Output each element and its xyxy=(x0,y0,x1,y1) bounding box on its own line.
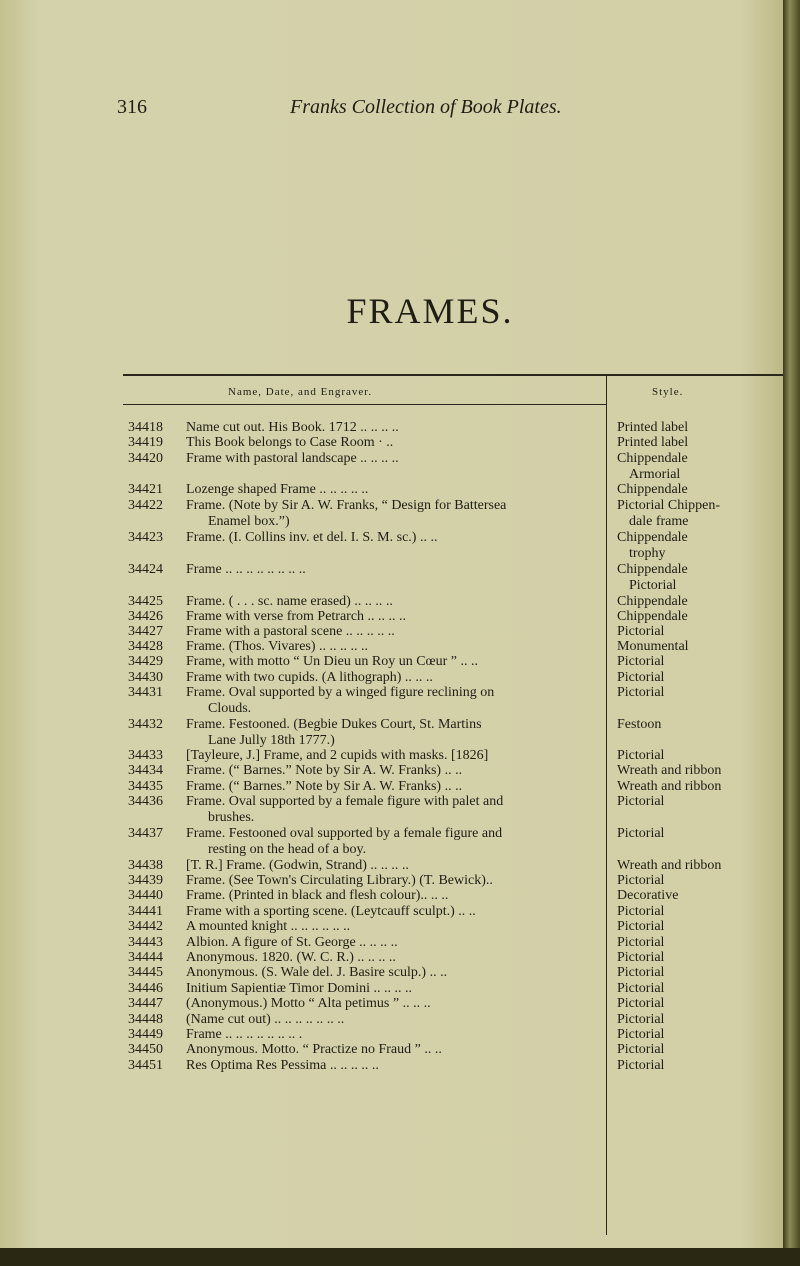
entry-description xyxy=(186,1027,598,1043)
entry-description xyxy=(186,873,598,889)
entry-number: 34429 xyxy=(128,654,163,669)
entry-style xyxy=(617,420,777,436)
list-item xyxy=(0,981,783,997)
entry-style-line: Monumental xyxy=(617,639,689,654)
entry-description-line: Frame, with motto “ Un Dieu un Roy un Cœur ” .. .. xyxy=(186,654,479,669)
entry-description-line: Frame .. .. .. .. .. .. .. .. xyxy=(186,562,306,577)
entry-description-line: Anonymous. Motto. “ Practize no Fraud ” .. .. xyxy=(186,1042,442,1057)
entry-style xyxy=(617,888,777,904)
entry-number: 34432 xyxy=(128,717,163,732)
entry-style xyxy=(617,1042,777,1058)
entry-style xyxy=(617,763,777,779)
entry-number: 34451 xyxy=(128,1058,163,1073)
list-item xyxy=(0,763,783,779)
entry-style-line: dale frame xyxy=(629,514,689,529)
entry-number: 34438 xyxy=(128,858,163,873)
entry-style-line: trophy xyxy=(629,546,666,561)
entry-style-line: Pictorial xyxy=(617,748,665,763)
entry-description xyxy=(186,965,598,981)
entry-style xyxy=(617,530,777,562)
entry-description xyxy=(186,530,598,546)
list-item xyxy=(0,904,783,920)
entry-description-line: Frame. (Thos. Vivares) .. .. .. .. .. xyxy=(186,639,369,654)
page-edge-right xyxy=(783,0,800,1266)
entry-description xyxy=(186,624,598,640)
entry-style xyxy=(617,594,777,610)
entry-description-line: Frame .. .. .. .. .. .. .. . xyxy=(186,1027,303,1042)
entry-description xyxy=(186,748,598,764)
entry-description xyxy=(186,639,598,655)
list-item xyxy=(0,609,783,625)
entry-number: 34427 xyxy=(128,624,163,639)
entry-style-line: Pictorial xyxy=(617,996,665,1011)
entry-description-line: brushes. xyxy=(208,810,255,825)
list-item xyxy=(0,950,783,966)
entry-description xyxy=(186,498,598,530)
entry-style-line: Pictorial xyxy=(617,873,665,888)
running-head xyxy=(0,96,783,126)
entry-style-line: Printed label xyxy=(617,435,689,450)
entry-style-line: Pictorial xyxy=(617,935,665,950)
entry-style xyxy=(617,826,777,842)
entry-style-line: Chippendale xyxy=(617,451,688,466)
entry-style-line: Pictorial xyxy=(617,1058,665,1073)
entry-style-line: Pictorial xyxy=(617,624,665,639)
entry-description-line: Frame. Festooned oval supported by a female figure and xyxy=(186,826,503,841)
list-item xyxy=(0,873,783,889)
entry-description-line: Frame with a sporting scene. (Leytcauff sculpt.) .. .. xyxy=(186,904,476,919)
entry-style-line: Chippendale xyxy=(617,594,688,609)
entry-style xyxy=(617,1027,777,1043)
entry-style-line: Pictorial Chippen- xyxy=(617,498,721,513)
entry-description-line: Anonymous. 1820. (W. C. R.) .. .. .. .. xyxy=(186,950,396,965)
entry-style-line: Pictorial xyxy=(617,981,665,996)
entry-number: 34418 xyxy=(128,420,163,435)
entry-style xyxy=(617,654,777,670)
entry-style-line: Pictorial xyxy=(617,794,665,809)
entry-description xyxy=(186,594,598,610)
entry-style-line: Chippendale xyxy=(617,562,688,577)
entry-style-line: Wreath and ribbon xyxy=(617,858,722,873)
entry-description xyxy=(186,981,598,997)
list-item xyxy=(0,888,783,904)
entry-description-line: Frame. Oval supported by a female figure with palet and xyxy=(186,794,504,809)
entry-description xyxy=(186,435,598,451)
entry-number: 34439 xyxy=(128,873,163,888)
entry-description xyxy=(186,420,598,436)
entry-style xyxy=(617,996,777,1012)
entry-style-line: Pictorial xyxy=(617,670,665,685)
entry-style xyxy=(617,981,777,997)
list-item xyxy=(0,779,783,795)
running-title: Franks Collection of Book Plates. xyxy=(290,96,562,118)
entry-description xyxy=(186,670,598,686)
entry-style-line: Chippendale xyxy=(617,482,688,497)
list-item xyxy=(0,794,783,825)
entry-description-line: Albion. A figure of St. George .. .. .. .. xyxy=(186,935,398,950)
section-title: FRAMES. xyxy=(346,291,514,331)
list-item xyxy=(0,451,783,482)
entry-number: 34428 xyxy=(128,639,163,654)
entry-description-line: Lane Jully 18th 1777.) xyxy=(208,733,335,748)
entry-description xyxy=(186,935,598,951)
entry-style xyxy=(617,965,777,981)
entry-description-line: Frame. (Printed in black and flesh colour).. .. .. xyxy=(186,888,449,903)
entry-style xyxy=(617,482,777,498)
entry-style-line: Chippendale xyxy=(617,609,688,624)
entry-style xyxy=(617,435,777,451)
entry-style xyxy=(617,794,777,810)
entry-style xyxy=(617,624,777,640)
entry-style xyxy=(617,451,777,483)
entry-style-line: Wreath and ribbon xyxy=(617,763,722,778)
entry-description-line: [T. R.] Frame. (Godwin, Strand) .. .. .. .. xyxy=(186,858,409,873)
list-item xyxy=(0,965,783,981)
entry-style-line: Pictorial xyxy=(617,826,665,841)
page-number: 316 xyxy=(117,96,147,118)
entry-style xyxy=(617,858,777,874)
entry-style-line: Pictorial xyxy=(617,1042,665,1057)
entry-style xyxy=(617,562,777,594)
entry-number: 34419 xyxy=(128,435,163,450)
list-item xyxy=(0,685,783,716)
entry-style xyxy=(617,873,777,889)
entry-description-line: Name cut out. His Book. 1712 .. .. .. .. xyxy=(186,420,399,435)
entry-style-line: Armorial xyxy=(629,467,681,482)
entry-number: 34449 xyxy=(128,1027,163,1042)
entry-description xyxy=(186,562,598,578)
entry-number: 34431 xyxy=(128,685,163,700)
entry-style-line: Pictorial xyxy=(617,1012,665,1027)
entry-style xyxy=(617,609,777,625)
list-item xyxy=(0,1042,783,1058)
entry-description-line: resting on the head of a boy. xyxy=(208,842,367,857)
list-item xyxy=(0,654,783,670)
entry-number: 34440 xyxy=(128,888,163,903)
entry-description-line: Frame. Festooned. (Begbie Dukes Court, St. Martins xyxy=(186,717,482,732)
entry-style xyxy=(617,1058,777,1074)
entry-description-line: Frame. (“ Barnes.” Note by Sir A. W. Franks) .. .. xyxy=(186,763,463,778)
entry-style-line: Pictorial xyxy=(617,904,665,919)
entry-description-line: Frame with pastoral landscape .. .. .. .. xyxy=(186,451,399,466)
list-item xyxy=(0,717,783,748)
entry-description-line: Frame. (I. Collins inv. et del. I. S. M. sc.) .. .. xyxy=(186,530,438,545)
entry-description-line: Frame. (Note by Sir A. W. Franks, “ Design for Battersea xyxy=(186,498,507,513)
list-item xyxy=(0,1058,783,1074)
entry-number: 34434 xyxy=(128,763,163,778)
entry-style-line: Pictorial xyxy=(617,685,665,700)
entry-description-line: Frame with verse from Petrarch .. .. .. .. xyxy=(186,609,407,624)
entry-number: 34435 xyxy=(128,779,163,794)
entry-description xyxy=(186,950,598,966)
entry-description-line: Res Optima Res Pessima .. .. .. .. .. xyxy=(186,1058,379,1073)
entry-description-line: Anonymous. (S. Wale del. J. Basire sculp.) .. .. xyxy=(186,965,448,980)
list-item xyxy=(0,858,783,874)
entry-style xyxy=(617,904,777,920)
entry-description-line: (Name cut out) .. .. .. .. .. .. .. xyxy=(186,1012,345,1027)
entry-description-line: Frame. (“ Barnes.” Note by Sir A. W. Franks) .. .. xyxy=(186,779,463,794)
list-item xyxy=(0,624,783,640)
entry-number: 34425 xyxy=(128,594,163,609)
entry-description xyxy=(186,904,598,920)
entry-description xyxy=(186,1012,598,1028)
entry-style xyxy=(617,498,777,530)
entry-description-line: Frame. Oval supported by a winged figure reclining on xyxy=(186,685,495,700)
entry-number: 34446 xyxy=(128,981,163,996)
entry-style xyxy=(617,639,777,655)
entry-description-line: Lozenge shaped Frame .. .. .. .. .. xyxy=(186,482,369,497)
entry-style xyxy=(617,717,777,733)
entry-style-line: Pictorial xyxy=(629,578,677,593)
entry-description xyxy=(186,482,598,498)
header-rule xyxy=(123,404,606,405)
list-item xyxy=(0,435,783,451)
entry-style xyxy=(617,779,777,795)
list-item xyxy=(0,594,783,610)
entry-description xyxy=(186,919,598,935)
entry-style xyxy=(617,685,777,701)
list-item xyxy=(0,1027,783,1043)
list-item xyxy=(0,670,783,686)
list-item xyxy=(0,748,783,764)
entry-number: 34423 xyxy=(128,530,163,545)
entry-description xyxy=(186,1058,598,1074)
list-item xyxy=(0,935,783,951)
entry-description-line: A mounted knight .. .. .. .. .. .. xyxy=(186,919,351,934)
entry-description xyxy=(186,685,598,717)
entry-style xyxy=(617,670,777,686)
entry-description-line: Enamel box.”) xyxy=(208,514,290,529)
entry-style xyxy=(617,919,777,935)
list-item xyxy=(0,420,783,436)
list-item xyxy=(0,919,783,935)
entry-number: 34444 xyxy=(128,950,163,965)
entry-style-line: Decorative xyxy=(617,888,679,903)
entry-style xyxy=(617,748,777,764)
column-header-name: Name, Date, and Engraver. xyxy=(228,386,373,398)
entry-style-line: Pictorial xyxy=(617,1027,665,1042)
entry-description xyxy=(186,996,598,1012)
entry-description xyxy=(186,794,598,826)
entry-number: 34433 xyxy=(128,748,163,763)
entry-description-line: Frame with two cupids. (A lithograph) .. .. .. xyxy=(186,670,433,685)
entry-description-line: Frame. ( . . . sc. name erased) .. .. .. .. xyxy=(186,594,393,609)
list-item xyxy=(0,1012,783,1028)
entry-description-line: Clouds. xyxy=(208,701,252,716)
list-item xyxy=(0,482,783,498)
entry-description-line: [Tayleure, J.] Frame, and 2 cupids with masks. [1826] xyxy=(186,748,489,763)
entry-description xyxy=(186,858,598,874)
entry-number: 34445 xyxy=(128,965,163,980)
entry-style-line: Pictorial xyxy=(617,919,665,934)
entry-description xyxy=(186,888,598,904)
entry-description xyxy=(186,717,598,749)
entry-style-line: Festoon xyxy=(617,717,662,732)
entry-style-line: Wreath and ribbon xyxy=(617,779,722,794)
entry-number: 34430 xyxy=(128,670,163,685)
entry-number: 34448 xyxy=(128,1012,163,1027)
list-item xyxy=(0,498,783,529)
entry-description-line: Frame with a pastoral scene .. .. .. .. .. xyxy=(186,624,395,639)
entry-style-line: Printed label xyxy=(617,420,689,435)
entry-style xyxy=(617,950,777,966)
table-top-rule xyxy=(123,374,783,376)
entry-description xyxy=(186,654,598,670)
entry-style-line: Pictorial xyxy=(617,654,665,669)
entry-number: 34441 xyxy=(128,904,163,919)
list-item xyxy=(0,562,783,593)
entry-style-line: Pictorial xyxy=(617,965,665,980)
list-item xyxy=(0,996,783,1012)
entry-number: 34436 xyxy=(128,794,163,809)
entry-number: 34437 xyxy=(128,826,163,841)
list-item xyxy=(0,530,783,561)
entry-description xyxy=(186,451,598,467)
entry-description xyxy=(186,609,598,625)
entry-number: 34443 xyxy=(128,935,163,950)
page-edge-bottom xyxy=(0,1248,800,1266)
entry-style xyxy=(617,1012,777,1028)
entry-style-line: Pictorial xyxy=(617,950,665,965)
entry-number: 34421 xyxy=(128,482,163,497)
entry-description-line: Frame. (See Town's Circulating Library.) (T. Bewick).. xyxy=(186,873,493,888)
entry-description xyxy=(186,826,598,858)
list-item xyxy=(0,639,783,655)
entry-number: 34450 xyxy=(128,1042,163,1057)
entry-number: 34442 xyxy=(128,919,163,934)
entry-number: 34424 xyxy=(128,562,163,577)
entry-number: 34426 xyxy=(128,609,163,624)
entry-description-line: (Anonymous.) Motto “ Alta petimus ” .. .. .. xyxy=(186,996,431,1011)
column-header-style: Style. xyxy=(652,386,684,398)
entry-style xyxy=(617,935,777,951)
entry-description xyxy=(186,1042,598,1058)
list-item xyxy=(0,826,783,857)
entry-description-line: Initium Sapientiæ Timor Domini .. .. .. .. xyxy=(186,981,412,996)
entry-number: 34447 xyxy=(128,996,163,1011)
entry-number: 34422 xyxy=(128,498,163,513)
entry-description-line: This Book belongs to Case Room · .. xyxy=(186,435,394,450)
entry-description xyxy=(186,779,598,795)
entry-description xyxy=(186,763,598,779)
entry-style-line: Chippendale xyxy=(617,530,688,545)
entry-number: 34420 xyxy=(128,451,163,466)
